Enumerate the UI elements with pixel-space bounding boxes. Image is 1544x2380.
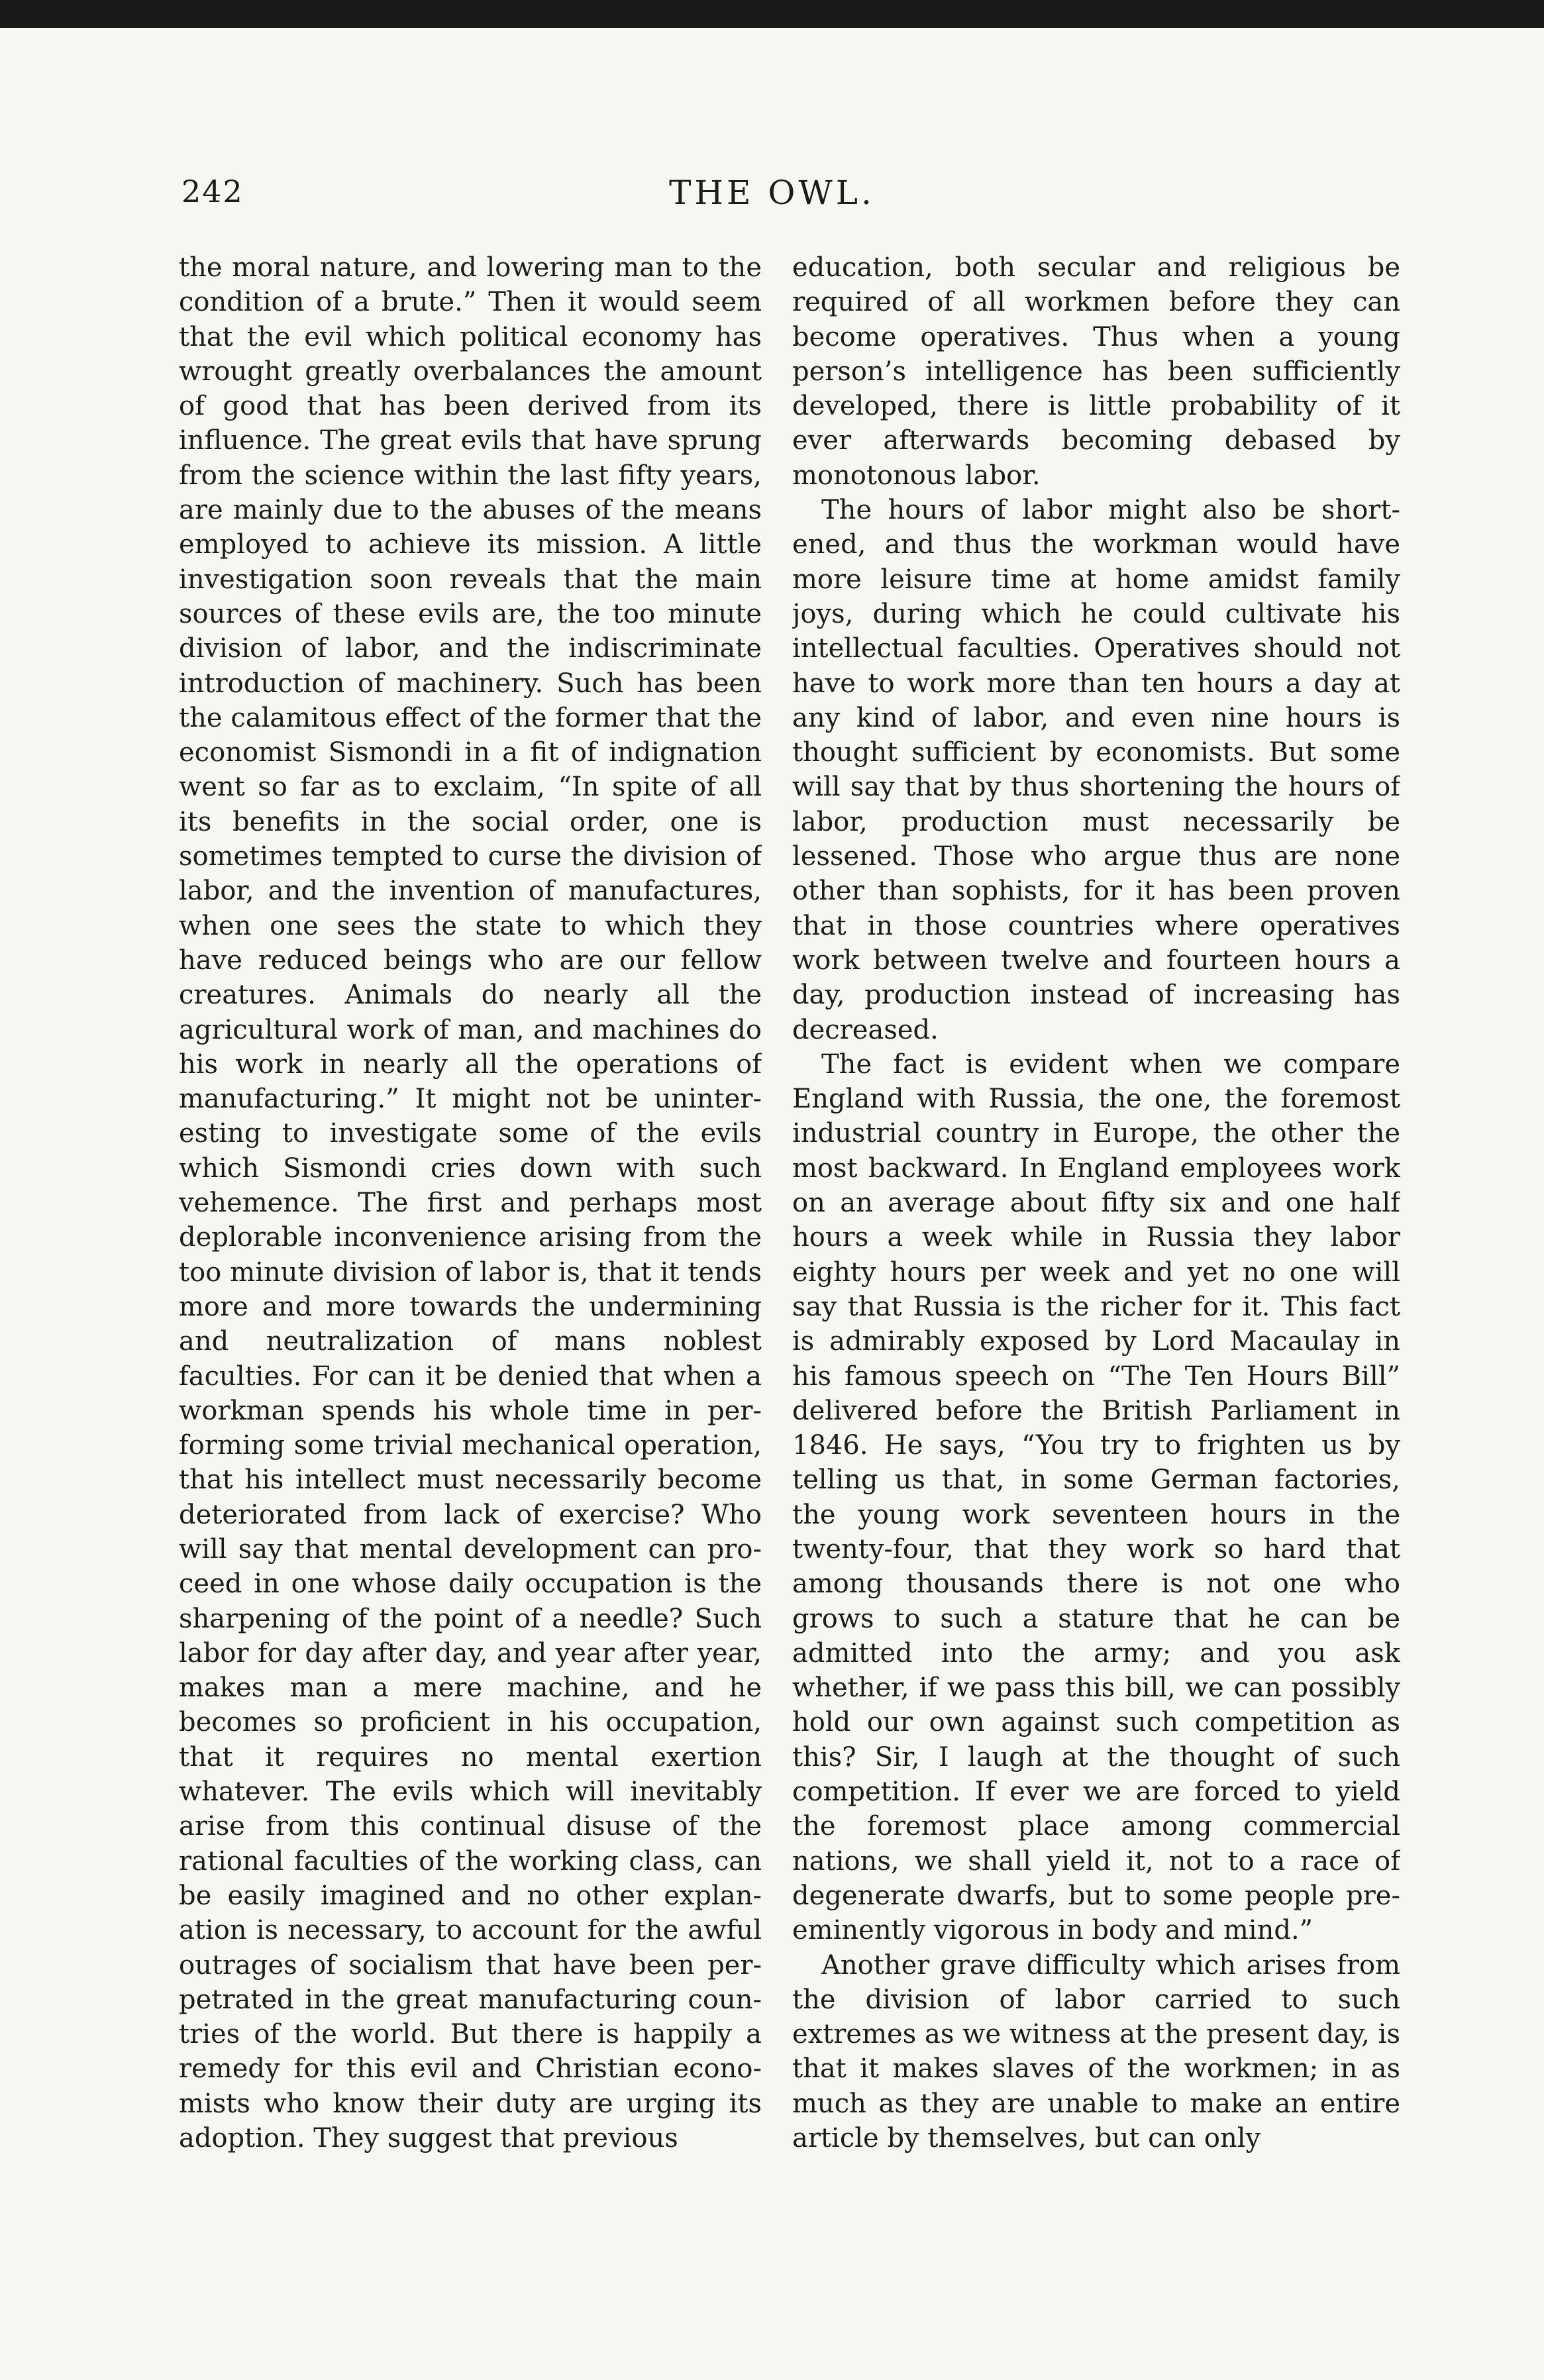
right-paragraph-2: The hours of labor might also be shortened, and thus the workman would have more leisure time at home amidst family joys, during which he could cultivate his intellectual faculties. Operatives should not have to work more than ten hours a day at any kind of labor, and even nine hours is thought sufficient by economists. But some will say that by thus shortening the hours of labor, production must necessarily be lessened. Those who argue thus are none other than sophists, for it has been proven that in those countries where operatives work between twelve and fourteen hours a day, production instead of increasing has decreased. bbox=[792, 495, 1400, 1045]
right-paragraph-3: The fact is evident when we compare England with Russia, the one, the foremost industrial country in Europe, the other the most backward. In England employees work on an average about fifty six and one half hours a week while in Russia they labor eighty hours per week and yet no one will say that Russia is the richer for it. This fact is admirably exposed by Lord Macaulay in his famous speech on “The Ten Hours Bill” delivered before the British Parliament in 1846. He says, “You try to frighten us by telling us that, in some German factories, the young work seventeen hours in the twenty-four, that they work so hard that among thousands there is not one who grows to such a stature that he can be admitted into the army; and you ask whether, if we pass this bill, we can possibly hold our own against such competition as this? Sir, I laugh at the thought of such competition. If ever we are forced to yield the foremost place among commercial nations, we shall yield it, not to a race of degenerate dwarfs, but to some people pre-eminently vigorous in body and mind.” bbox=[792, 1049, 1400, 1946]
page-number: 242 bbox=[181, 174, 244, 209]
running-head: THE OWL. bbox=[669, 174, 875, 212]
left-paragraph-1: the moral nature, and lowering man to the condition of a brute.” Then it would seem that the evil which political economy has wrought greatly overbalances the amount of good that has been derived from its influence. The great evils that have sprung from the science within the last fifty years, are mainly due to the abuses of the means employed to achieve its mission. A little investigation soon reveals that the main sources of these evils are, the too minute division of labor, and the indiscriminate introduction of machinery. Such has been the calamitous effect of the former that the economist Sismondi in a fit of indignation went so far as to exclaim, “In spite of all its benefits in the social order, one is sometimes tempted to curse the division of labor, and the invention of manufactures, when one sees the state to which they have reduced beings who are our fellow creatures. Animals do nearly all the agricultural work of man, and machines do his work in nearly all the operations of manufacturing.” It might not be uninteresting to investigate some of the evils which Sismondi cries down with such vehemence. The first and perhaps most deplorable inconvenience arising from the too minute division of labor is, that it tends more and more towards the undermining and neutralization of mans noblest faculties. For can it be denied that when a workman spends his whole time in performing some trivial mechanical operation, that his intellect must necessarily become deteriorated from lack of exercise? Who will say that mental development can proceed in one whose daily occupation is the sharpening of the point of a needle? Such labor for day after day, and year after year, makes man a mere machine, and he becomes so proficient in his occupation, that it requires no mental exertion whatever. The evils which will inevitably arise from this continual disuse of the rational faculties of the working class, can be easily imagined and no other explanation is necessary, to account for the awful outrages of socialism that have been perpetrated in the great manufacturing countries of the world. But there is happily a remedy for this evil and Christian economists who know their duty are urging its adoption. They suggest that previous bbox=[179, 252, 762, 2154]
right-paragraph-1: education, both secular and religious be required of all workmen before they can become operatives. Thus when a young person’s intelligence has been sufficiently developed, there is little probability of it ever afterwards becoming debased by monotonous labor. bbox=[792, 252, 1400, 491]
page-header bbox=[0, 174, 1544, 227]
top-border-rule bbox=[0, 0, 1544, 28]
left-column bbox=[179, 250, 762, 2317]
right-column bbox=[792, 250, 1400, 2317]
right-paragraph-4: Another grave difficulty which arises from the division of labor carried to such extremes as we witness at the present day, is that it makes slaves of the workmen; in as much as they are unable to make an entire article by themselves, but can only bbox=[792, 1949, 1400, 2154]
